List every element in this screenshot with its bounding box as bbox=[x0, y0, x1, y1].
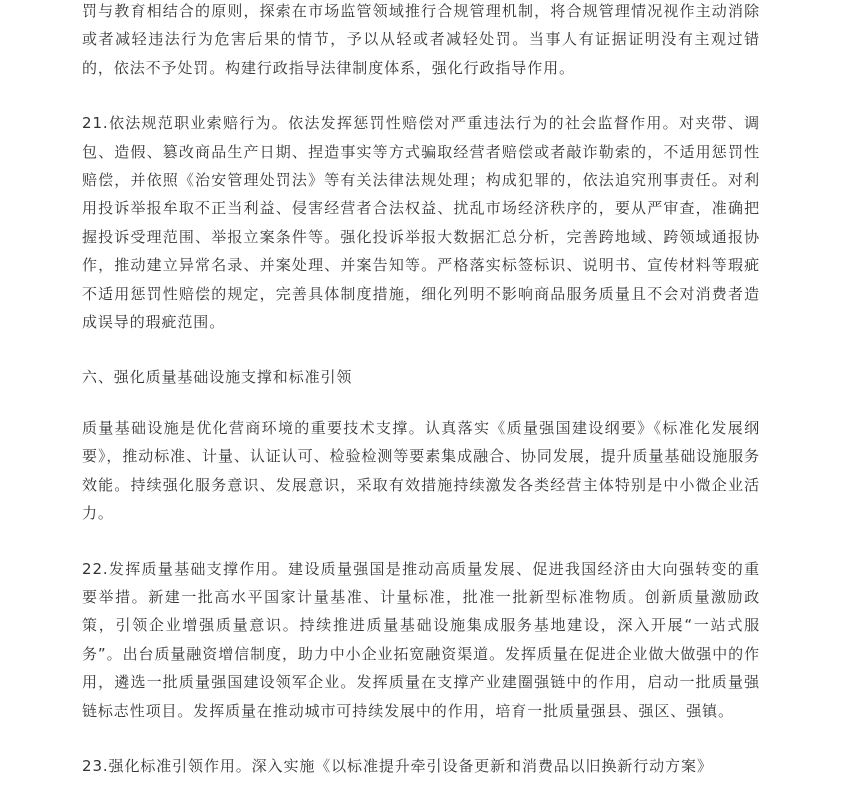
paragraph-quality-infrastructure-intro: 质量基础设施是优化营商环境的重要技术支撑。认真落实《质量强国建设纲要》《标准化发展纲要》，推动标准、计量、认证认可、检验检测等要素集成融合、协同发展，提升质量基础设施服务效能。持续强化服务意识、发展意识，采取有效措施持续激发各类经营主体特别是中小微企业活力。 bbox=[82, 418, 760, 523]
paragraph-23-standard-leading: 23.强化标准引领作用。深入实施《以标准提升牵引设备更新和消费品以旧换新行动方案》 bbox=[82, 756, 713, 775]
section-heading-quality-infrastructure: 六、强化质量基础设施支撑和标准引领 bbox=[82, 368, 353, 387]
paragraph-penalty-education: 罚与教育相结合的原则，探索在市场监管领域推行合规管理机制，将合规管理情况视作主动消除或者减轻违法行为危害后果的情节，予以从轻或者减轻处罚。当事人有证据证明没有主观过错的，依法不予处罚。构建行政指导法律制度体系，强化行政指导作用。 bbox=[82, 2, 760, 77]
paragraph-22-quality-support: 22.发挥质量基础支撑作用。建设质量强国是推动高质量发展、促进我国经济由大向强转变的重要举措。新建一批高水平国家计量基准、计量标准，批准一批新型标准物质。创新质量激励政策，引领企业增强质量意识。持续推进质量基础设施集成服务基地建设，深入开展“一站式服务”。出台质量融资增信制度，助力中小企业拓宽融资渠道。发挥质量在促进企业做大做强中的作用，遴选一批质量强国建设领军企业。发挥质量在支撑产业建圈强链中的作用，启动一批质量强链标志性项目。发挥质量在推动城市可持续发展中的作用，培育一批质量强县、强区、强镇。 bbox=[82, 559, 760, 720]
paragraph-21-professional-claims: 21.依法规范职业索赔行为。依法发挥惩罚性赔偿对严重违法行为的社会监督作用。对夹带、调包、造假、篡改商品生产日期、捏造事实等方式骗取经营者赔偿或者敲诈勒索的，不适用惩罚性赔偿，并依照《治安管理处罚法》等有关法律法规处理；构成犯罪的，依法追究刑事责任。对利用投诉举报牟取不正当利益、侵害经营者合法权益、扰乱市场经济秩序的，要从严审查，准确把握投诉受理范围、举报立案条件等。强化投诉举报大数据汇总分析，完善跨地域、跨领域通报协作，推动建立异常名录、并案处理、并案告知等。严格落实标签标识、说明书、宣传材料等瑕疵不适用惩罚性赔偿的规定，完善具体制度措施，细化列明不影响商品服务质量且不会对消费者造成误导的瑕疵范围。 bbox=[82, 114, 760, 332]
article-body bbox=[82, 0, 760, 780]
